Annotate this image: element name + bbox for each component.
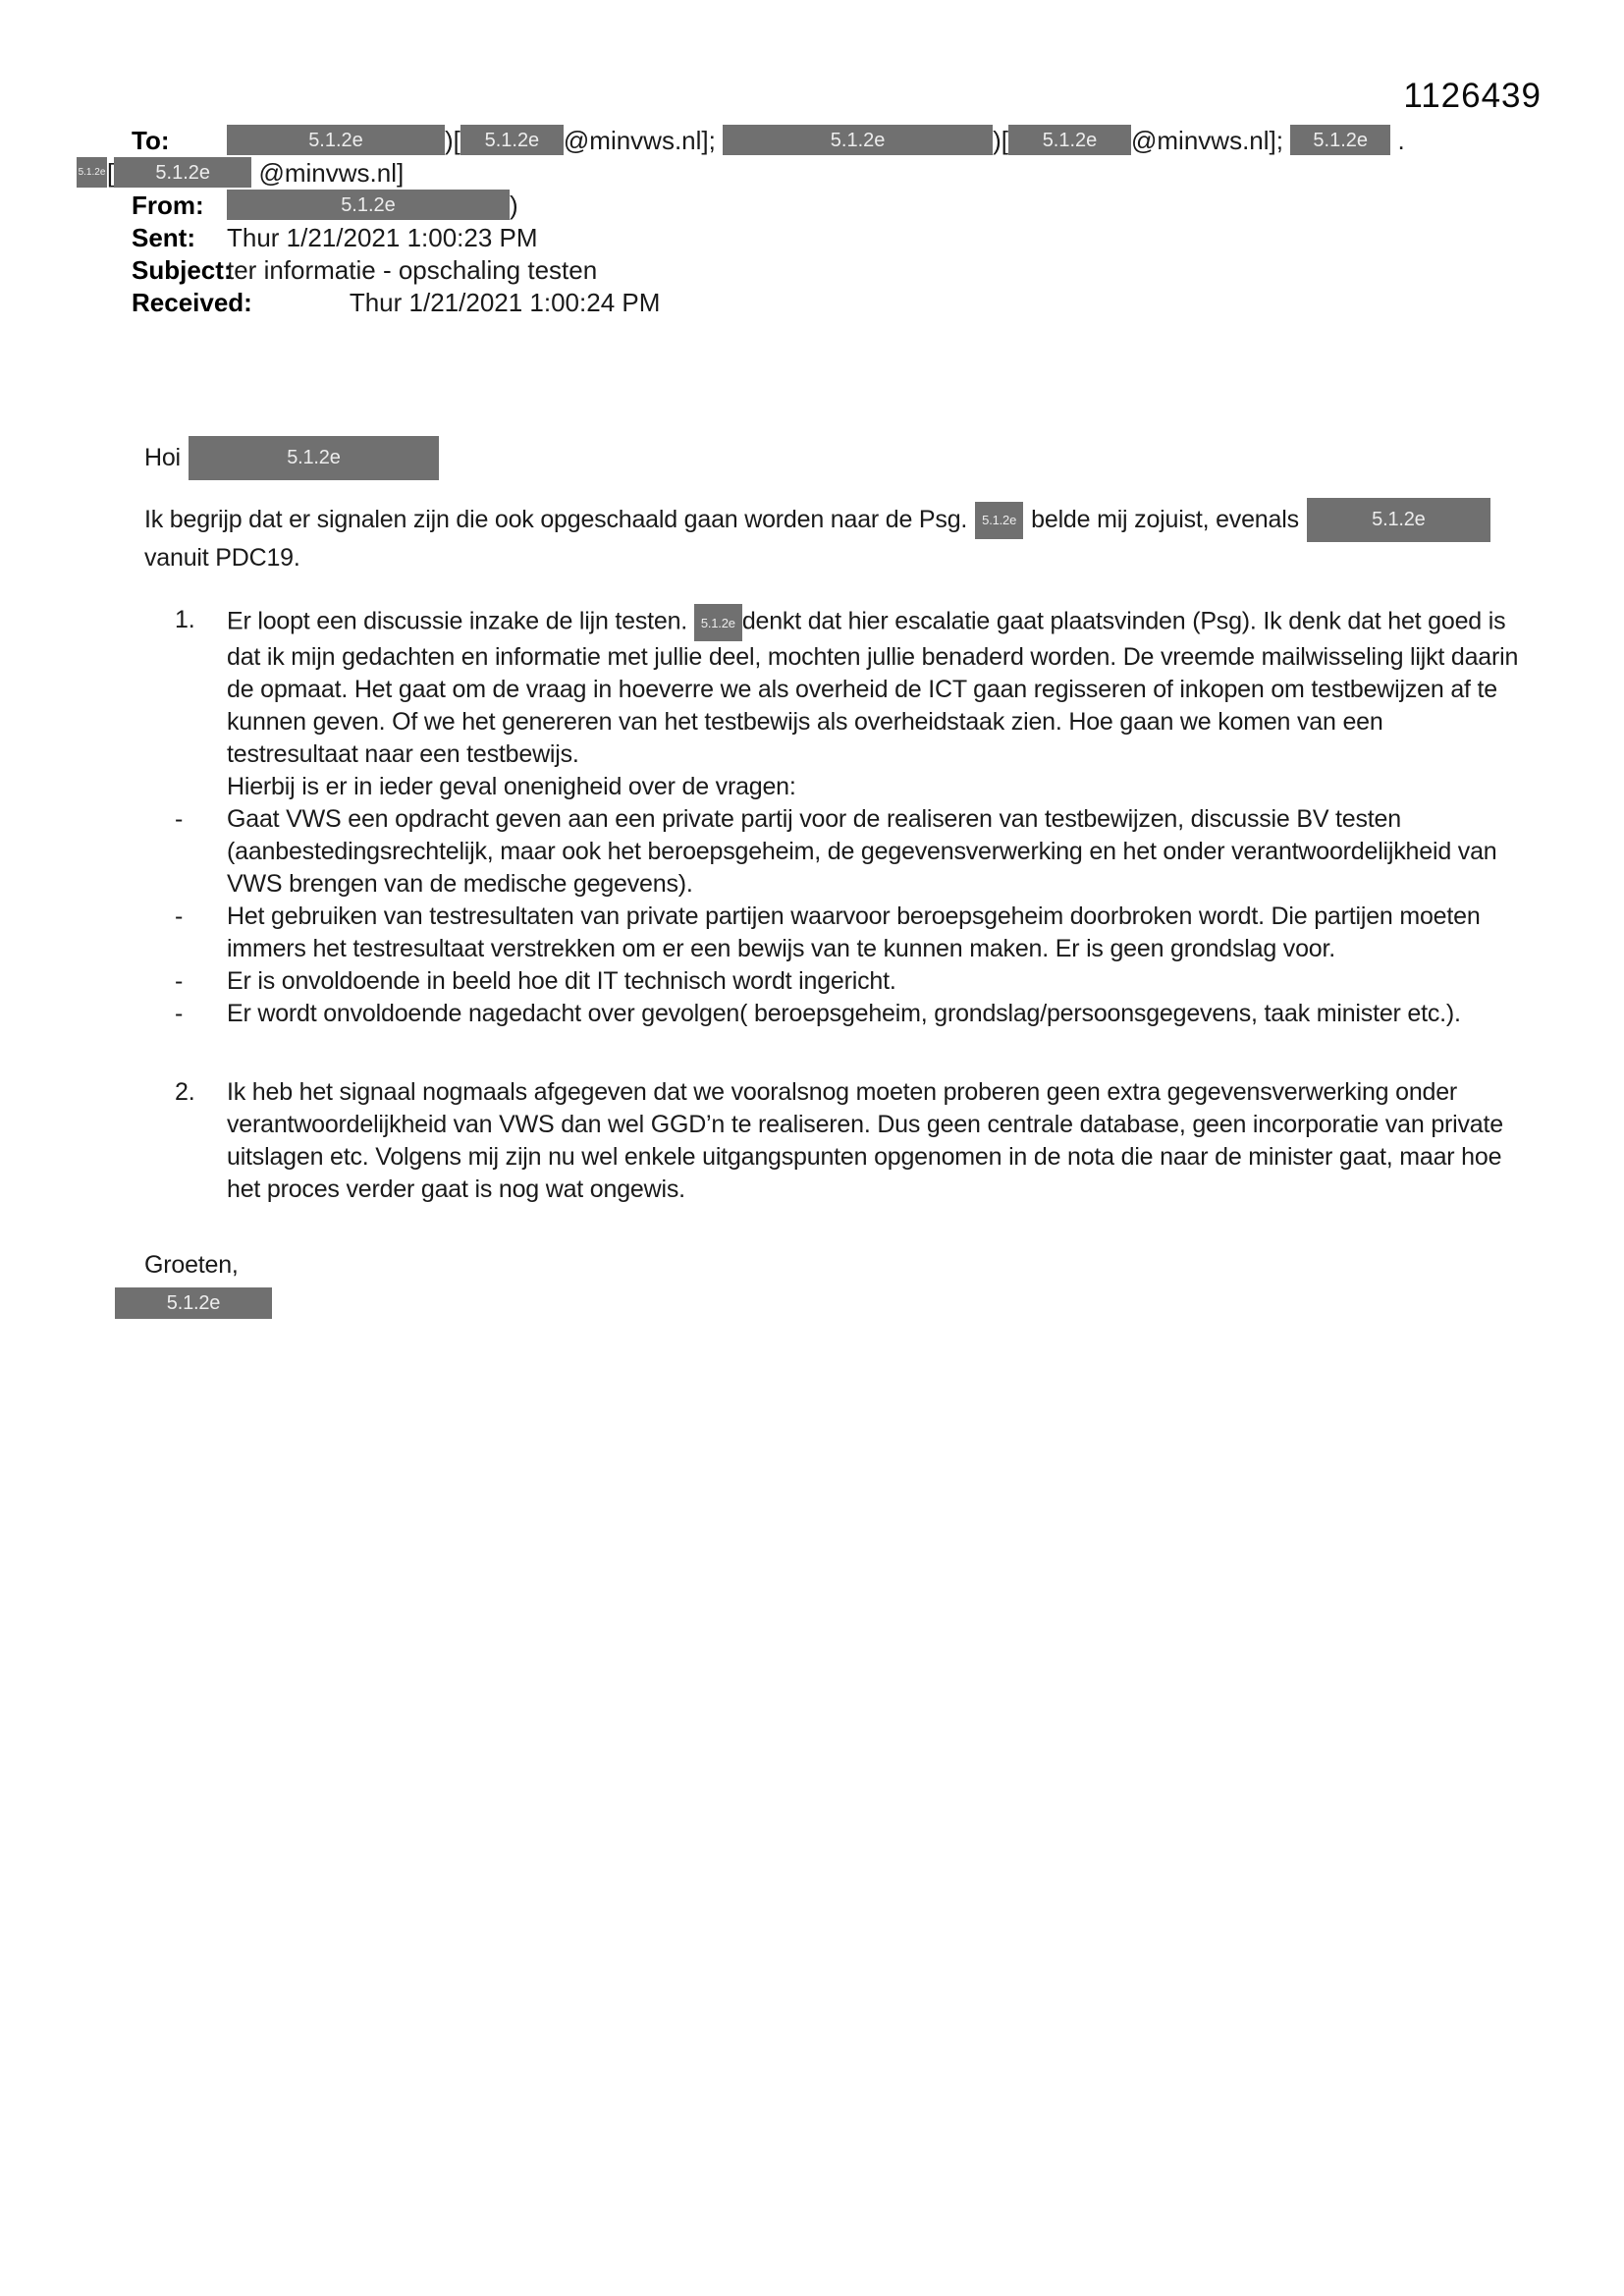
numbered-list xyxy=(144,604,1519,1206)
intro-line-1 xyxy=(144,498,1519,542)
item-number: 2. xyxy=(175,1078,195,1106)
to-value-overflow xyxy=(77,157,404,189)
intro-text-2: belde mij zojuist, evenals xyxy=(1031,506,1299,533)
email-body xyxy=(144,436,1519,1319)
greeting-text: Hoi xyxy=(144,444,181,471)
dash-bullet xyxy=(144,998,1519,1030)
signature-area xyxy=(144,1286,1519,1319)
bullet-text: Het gebruiken van testresultaten van private partijen waarvoor beroepsgeheim doorbroken wordt. Die partijen moeten immers het testresultaat verstrekken om er een bewijs van te kunnen maken. Er is geen grondslag voor. xyxy=(227,902,1481,962)
bullet-marker: - xyxy=(175,1000,184,1027)
to-separator: )[ xyxy=(993,125,1008,155)
redaction-box: 5.1.2e xyxy=(975,502,1023,539)
to-separator: )[ xyxy=(445,125,460,155)
item-text: Ik heb het signaal nogmaals afgegeven dat we vooralsnog moeten proberen geen extra gegevensverwerking onder verantwoordelijkheid van VWS dan wel GGD’n te realiseren. Dus geen centrale database, geen incorporatie van private uitslagen etc. Volgens mij zijn nu wel enkele uitgangspunten opgenomen in de nota die naar de minister gaat, maar hoe het proces verder gaat is nog wat ongewis. xyxy=(227,1078,1503,1203)
bullet-text: Er is onvoldoende in beeld hoe dit IT technisch wordt ingericht. xyxy=(227,967,896,995)
from-close-paren: ) xyxy=(510,190,518,220)
bullet-text: Gaat VWS een opdracht geven aan een private partij voor de realiseren van testbewijzen, discussie BV testen (aanbestedingsrechtelijk, maar ook het beroepsgeheim, de gegevensverwerking en het onder verantwoordelijkheid van VWS brengen van de medische gegevens). xyxy=(227,805,1497,898)
bullet-marker: - xyxy=(175,902,184,930)
redaction-box: 5.1.2e xyxy=(1290,125,1390,155)
closing-line: Groeten, xyxy=(144,1251,239,1279)
numbered-item-1 xyxy=(144,604,1519,803)
intro-paragraph xyxy=(144,498,1519,574)
to-domain: @minvws.nl]; xyxy=(563,125,716,155)
redaction-box: 5.1.2e xyxy=(1307,498,1490,542)
subject-label: Subject: xyxy=(132,254,233,285)
numbered-item-2 xyxy=(144,1076,1519,1206)
bullet-text: Er wordt onvoldoende nagedacht over gevolgen( beroepsgeheim, grondslag/persoonsgegevens, taak minister etc.). xyxy=(227,1000,1461,1027)
header-row-sent xyxy=(132,221,1405,253)
from-label: From: xyxy=(132,190,204,220)
item1-subheading: Hierbij is er in ieder geval onenigheid over de vragen: xyxy=(227,773,796,800)
redaction-box: 5.1.2e xyxy=(1008,125,1131,155)
redaction-box: 5.1.2e xyxy=(114,157,251,188)
redaction-box: 5.1.2e xyxy=(694,604,742,641)
to-open-bracket: [ xyxy=(107,157,115,188)
item1-text-after-redaction: denkt dat hier escalatie gaat plaatsvinden (Psg). Ik denk dat het goed is dat ik mijn gedachten en informatie met jullie deel, mochten jullie benaderd worden. De vreemde mailwisseling lijkt daarin de opmaat. Het gaat om de vraag in hoeverre we als overheid de ICT gaan regisseren of inkopen om testbewijzen af te kunnen geven. Of we het genereren van het testbewijs als overheidstaak zien. Hoe gaan we komen van een testresultaat naar een testbewijs. xyxy=(227,607,1519,768)
dash-bullet xyxy=(144,965,1519,998)
email-header xyxy=(78,124,1405,318)
redaction-box: 5.1.2e xyxy=(460,125,564,155)
item-number: 1. xyxy=(175,606,195,633)
header-row-to-overflow xyxy=(77,156,1405,189)
to-value xyxy=(227,125,1405,156)
bullet-marker: - xyxy=(175,967,184,995)
to-domain: @minvws.nl]; xyxy=(1131,125,1283,155)
header-row-to xyxy=(132,124,1405,156)
bullet-marker: - xyxy=(175,805,184,833)
item-text xyxy=(227,604,1519,803)
to-domain: @minvws.nl] xyxy=(258,157,405,188)
received-label: Received: xyxy=(132,287,252,317)
greeting-line xyxy=(144,436,1519,480)
received-value: Thur 1/21/2021 1:00:24 PM xyxy=(349,287,661,317)
intro-line-2: vanuit PDC19. xyxy=(144,544,300,572)
redaction-box: 5.1.2e xyxy=(723,125,993,155)
from-value xyxy=(227,190,518,221)
sent-label: Sent: xyxy=(132,222,195,252)
sent-value: Thur 1/21/2021 1:00:23 PM xyxy=(227,222,538,252)
redaction-box: 5.1.2e xyxy=(77,157,107,188)
dash-bullet xyxy=(144,803,1519,901)
redaction-box: 5.1.2e xyxy=(227,125,445,155)
dash-bullet xyxy=(144,901,1519,965)
item1-text-before-redaction: Er loopt een discussie inzake de lijn testen. xyxy=(227,607,688,635)
document-id-number: 1126439 xyxy=(1403,77,1542,115)
subject-value: ter informatie - opschaling testen xyxy=(227,254,598,285)
intro-text-1: Ik begrijp dat er signalen zijn die ook opgeschaald gaan worden naar de Psg. xyxy=(144,506,968,533)
header-row-subject xyxy=(132,253,1405,286)
redaction-box: 5.1.2e xyxy=(115,1287,272,1319)
header-row-from xyxy=(132,189,1405,221)
redaction-box: 5.1.2e xyxy=(189,436,439,480)
redaction-box: 5.1.2e xyxy=(227,190,510,220)
to-label: To: xyxy=(132,125,170,155)
header-row-received xyxy=(132,286,1405,318)
to-tail-period: . xyxy=(1397,125,1405,155)
